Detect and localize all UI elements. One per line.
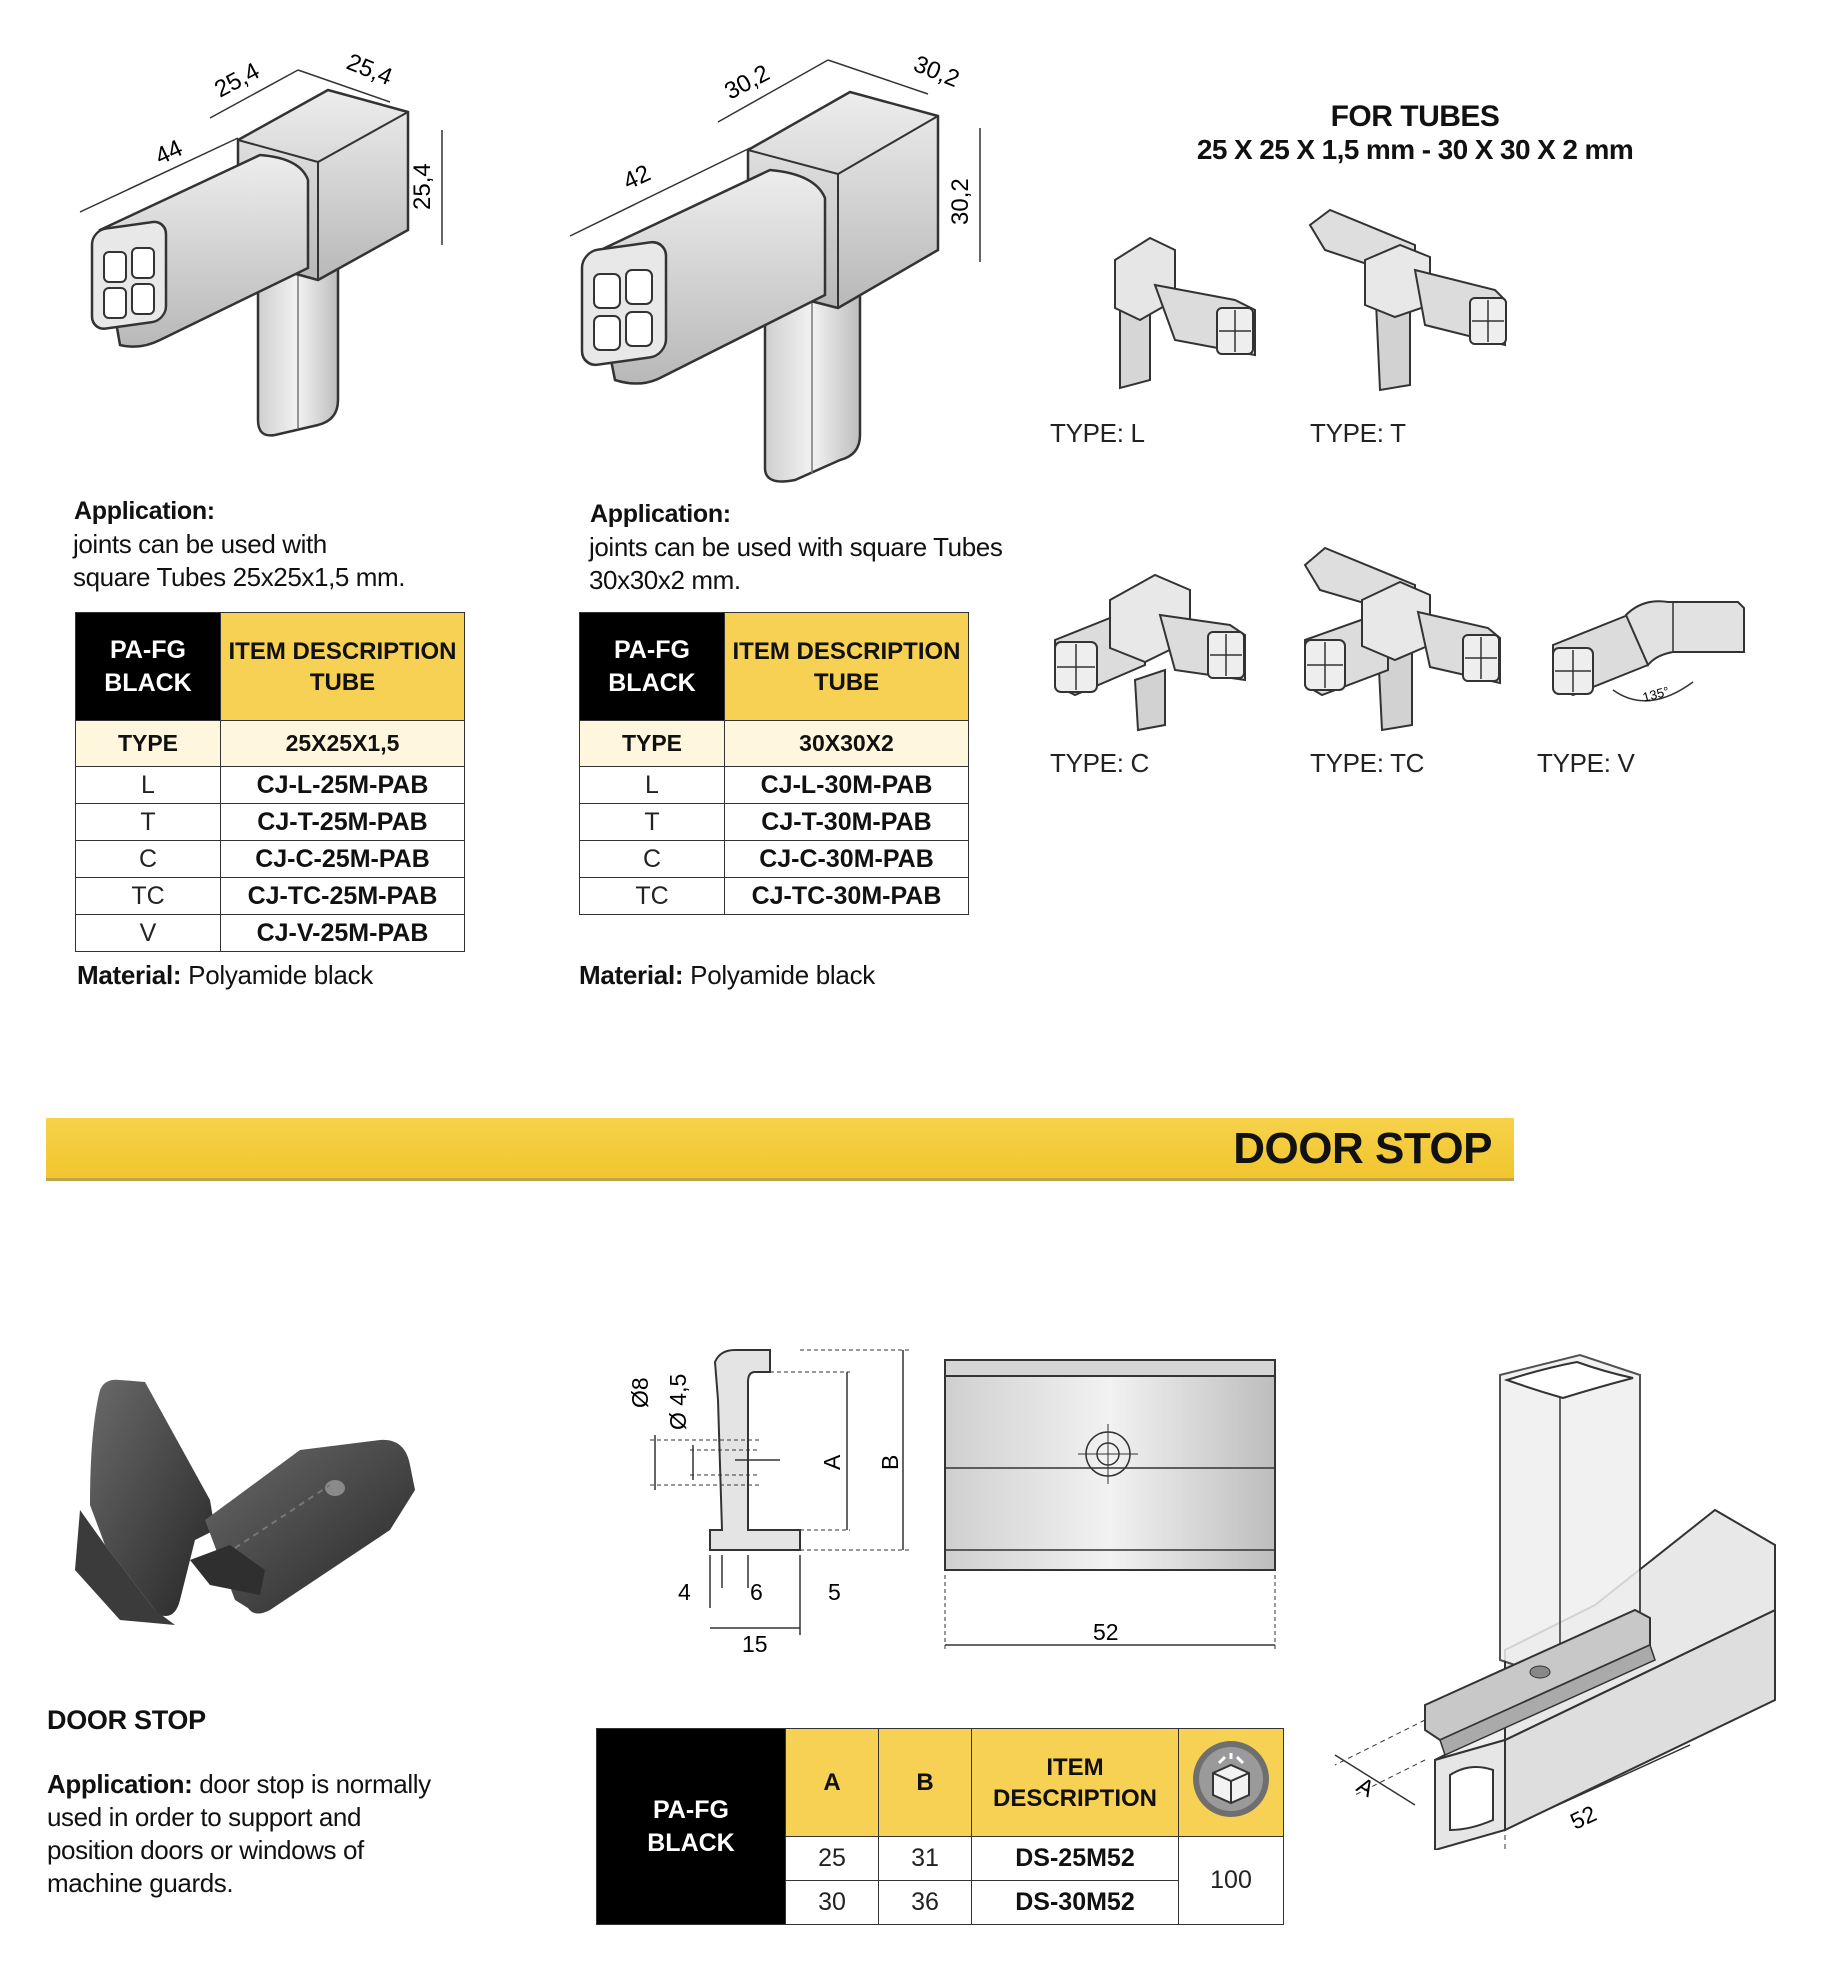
joint-25-drawing (60, 40, 480, 450)
application-text-25-line1: joints can be used with (73, 529, 327, 559)
table-row-code: CJ-C-30M-PAB (725, 841, 969, 878)
dim-30-2-b: 30,2 (909, 50, 964, 94)
door-stop-application-title: Application: (47, 1769, 193, 1799)
type-label-cell: TYPE (76, 721, 221, 767)
type-t-thumbnail (1305, 205, 1515, 400)
dim-25-4-a: 25,4 (210, 57, 265, 104)
type-t-label: TYPE: T (1310, 418, 1406, 448)
material-label: Material: (77, 960, 182, 990)
dim-b: B (877, 1454, 903, 1470)
dim-5: 5 (828, 1579, 841, 1605)
table-row-code: CJ-T-30M-PAB (725, 804, 969, 841)
dim-d45: Ø 4,5 (665, 1373, 691, 1430)
section-band-title: DOOR STOP (1233, 1124, 1492, 1173)
material-25 (77, 960, 373, 991)
table-row-code: DS-30M52 (972, 1881, 1179, 1925)
type-l-thumbnail (1105, 230, 1265, 400)
table-row-code: CJ-TC-25M-PAB (221, 878, 465, 915)
door-stop-application (47, 1768, 431, 1801)
dim-d8: Ø8 (627, 1377, 653, 1408)
type-v-label: TYPE: V (1537, 748, 1635, 778)
type-c-label: TYPE: C (1050, 748, 1150, 778)
section-band (46, 1118, 1514, 1181)
dim-25-4-b: 25,4 (342, 48, 397, 92)
joint-25-table (75, 612, 465, 952)
dim-25-4-c: 25,4 (409, 163, 436, 210)
table-head-b: B (879, 1729, 972, 1837)
table-row-code: DS-25M52 (972, 1837, 1179, 1881)
table-row-b: 31 (879, 1837, 972, 1881)
application-text-30-line1: joints can be used with square Tubes (589, 532, 1003, 562)
door-stop-application-text-3: position doors or windows of (47, 1835, 364, 1865)
door-stop-assembly-drawing (1315, 1350, 1790, 1850)
material-value: Polyamide black (181, 960, 373, 990)
door-stop-application-text-2: used in order to support and (47, 1802, 362, 1832)
iso-dim-52: 52 (1566, 1800, 1601, 1835)
table-row-code: CJ-L-30M-PAB (725, 767, 969, 804)
table-head-pack (1179, 1729, 1284, 1837)
application-text-30-line2: 30x30x2 mm. (589, 565, 741, 595)
table-row-code: CJ-TC-30M-PAB (725, 878, 969, 915)
table-row-a: 30 (786, 1881, 879, 1925)
table-row-code: CJ-V-25M-PAB (221, 915, 465, 952)
table-head-description: ITEM DESCRIPTION (972, 1729, 1179, 1837)
table-row-type: T (580, 804, 725, 841)
type-tc-label: TYPE: TC (1310, 748, 1425, 778)
joint-30-drawing (560, 40, 1000, 490)
table-head-left: PA-FG BLACK (597, 1729, 786, 1925)
application-text-25-line2: square Tubes 25x25x1,5 mm. (73, 562, 406, 592)
table-head-right: ITEM DESCRIPTION TUBE (221, 613, 465, 721)
table-row-type: L (580, 767, 725, 804)
material-value: Polyamide black (683, 960, 875, 990)
iso-dim-a: A (1352, 1771, 1379, 1803)
material-30 (579, 960, 875, 991)
table-row-type: C (580, 841, 725, 878)
type-v-thumbnail (1548, 590, 1748, 710)
dim-a: A (819, 1454, 845, 1470)
door-stop-application-text-1: door stop is normally (192, 1769, 431, 1799)
angle-label: 135° (1640, 683, 1671, 705)
door-stop-heading: DOOR STOP (47, 1705, 206, 1735)
application-title-30: Application: (590, 500, 731, 528)
table-row-a: 25 (786, 1837, 879, 1881)
door-stop-photo (60, 1370, 460, 1640)
table-row-code: CJ-C-25M-PAB (221, 841, 465, 878)
table-head-left: PA-FG BLACK (580, 613, 725, 721)
table-head-a: A (786, 1729, 879, 1837)
table-row-type: V (76, 915, 221, 952)
joint-30-table (579, 612, 969, 915)
dim-4: 4 (678, 1579, 691, 1605)
door-stop-application-text-4: machine guards. (47, 1868, 234, 1898)
table-row-type: C (76, 841, 221, 878)
type-tc-thumbnail (1300, 540, 1510, 735)
application-title-25: Application: (74, 497, 215, 525)
type-value-cell: 25X25X1,5 (221, 721, 465, 767)
package-box-icon (1191, 1739, 1271, 1819)
type-value-cell: 30X30X2 (725, 721, 969, 767)
dim-15: 15 (742, 1631, 768, 1657)
table-row-type: TC (76, 878, 221, 915)
for-tubes-title: FOR TUBES (1330, 100, 1500, 133)
material-label: Material: (579, 960, 684, 990)
table-row-type: T (76, 804, 221, 841)
pack-quantity: 100 (1179, 1837, 1284, 1925)
door-stop-table (596, 1728, 1284, 1925)
table-row-type: L (76, 767, 221, 804)
for-tubes-subtitle: 25 X 25 X 1,5 mm - 30 X 30 X 2 mm (1196, 134, 1634, 165)
type-l-label: TYPE: L (1050, 418, 1145, 448)
table-row-code: CJ-T-25M-PAB (221, 804, 465, 841)
dim-30-2-a: 30,2 (720, 59, 775, 106)
dim-42: 42 (619, 159, 655, 196)
dim-44: 44 (151, 134, 187, 171)
type-label-cell: TYPE (580, 721, 725, 767)
dim-52: 52 (1093, 1619, 1119, 1645)
table-row-type: TC (580, 878, 725, 915)
table-row-b: 36 (879, 1881, 972, 1925)
door-stop-front-drawing (940, 1350, 1280, 1660)
type-c-thumbnail (1050, 570, 1250, 735)
table-head-right: ITEM DESCRIPTION TUBE (725, 613, 969, 721)
table-row-code: CJ-L-25M-PAB (221, 767, 465, 804)
door-stop-side-drawing (610, 1340, 930, 1660)
table-head-left: PA-FG BLACK (76, 613, 221, 721)
dim-6: 6 (750, 1579, 763, 1605)
dim-30-2-c: 30,2 (947, 178, 974, 225)
